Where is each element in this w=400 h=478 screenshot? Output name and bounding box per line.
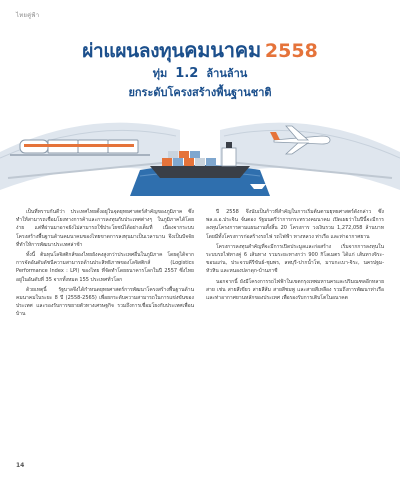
subheadline-prefix: ทุ่ม [152,67,168,80]
subheadline-unit: ล้านล้าน [206,67,248,80]
paragraph: เป็นที่ทราบกันดีว่า ประเทศไทยตั้งอยู่ในจุดยุทธศาสตร์สำคัญของภูมิภาค ซึ่งทำให้สามารถเชื่อมโยงทางการค้าและการลงทุนกับประเทศต่างๆ ในภูมิภาคได้โดยง่าย แต่ที่ผ่านมาอาจยังไม่สามารถใช้ประโยชน์ได้อย่างเต็มที่ เนื่องจากระบบโครงสร้างพื้นฐานด้านคมนาคมของไทยขาดการลงทุนมาเป็นเวลานาน จึงเป็นปัจจัยที่ทำให้การพัฒนาประเทศล่าช้า [16,209,194,248]
page-number: 14 [16,462,25,469]
transport-illustration [0,104,400,200]
article-right-column [206,208,384,460]
headline-part-a: ผ่าแผนลงทุน [82,40,185,62]
subheadline-number: 1.2 [175,66,199,81]
paragraph: ปี 2558 จึงนับเป็นก้าวที่สำคัญในการเริ่มต้นตามยุทธศาสตร์ดังกล่าว ซึ่ง พล.อ.อ.ประจิน จั่นตอง รัฐมนตรีว่าการกระทรวงคมนาคม เปิดเผยว่าในปีนี้จะมีการลงทุนโครงการตามแผนงานทั้งสิ้น 20 โครงการ วงเงินรวม 1,272,058 ล้านบาท โดยมีทั้งโครงการก่อสร้างรถไฟ รถไฟฟ้า ทางหลวง ท่าเรือ และท่าอากาศยาน [206,209,384,240]
paragraph: ด้วยเหตุนี้ รัฐบาลจึงได้กำหนดยุทธศาสตร์การพัฒนาโครงสร้างพื้นฐานด้านคมนาคมในระยะ 8 ปี (2558-2565) เพื่อยกระดับความสามารถในการแข่งขันของประเทศ และรองรับการขยายตัวทางเศรษฐกิจ รวมถึงการเชื่อมโยงกับประเทศเพื่อนบ้าน [16,286,194,318]
paragraph: นอกจากนี้ ยังมีโครงการรถไฟฟ้าในเขตกรุงเทพมหานครและปริมณฑลอีกหลายสาย เช่น สายสีเขียว สายสีส้ม สายสีชมพู และสายสีเหลือง รวมถึงการพัฒนาท่าเรือและท่าอากาศยานหลักของประเทศ เพื่อรองรับการเติบโตในอนาคต [206,278,384,302]
subheadline-infrastructure: ยกระดับโครงสร้างพื้นฐานชาติ [128,86,272,99]
headline-year: 2558 [264,40,318,62]
section-label: ไทยคู่ฟ้า [16,12,40,19]
paragraph: โครงการลงทุนสำคัญที่จะมีการเปิดประมูลและก่อสร้าง เริ่มจากการลงทุนในระบบรถไฟทางคู่ 6 เส้นทาง รวมระยะทางกว่า 900 กิโลเมตร ได้แก่ เส้นทางจิระ-ขอนแก่น, ประจวบคีรีขันธ์-ชุมพร, ลพบุรี-ปากน้ำโพ, มาบกะเบา-จิระ, นครปฐม-หัวหิน และหนองปลาดุก-บ้านภาชี [206,243,384,275]
paragraph: ทั้งนี้ ต้นทุนโลจิสติกส์ของไทยยังคงสูงกว่าประเทศอื่นในภูมิภาค โดยดูได้จากการจัดอันดับดัชนีความสามารถด้านประสิทธิภาพของโลจิสติกส์ (Logistics Performance Index : LPI) ของไทย ที่จัดทำโดยธนาคารโลกในปี 2557 ซึ่งไทยอยู่ในอันดับที่ 35 จากทั้งหมด 155 ประเทศทั่วโลก [16,252,194,283]
article-left-column [16,208,194,460]
subheadline-amount [0,62,400,82]
article-body [16,208,384,460]
headline-part-b: คมนาคม [184,38,261,62]
